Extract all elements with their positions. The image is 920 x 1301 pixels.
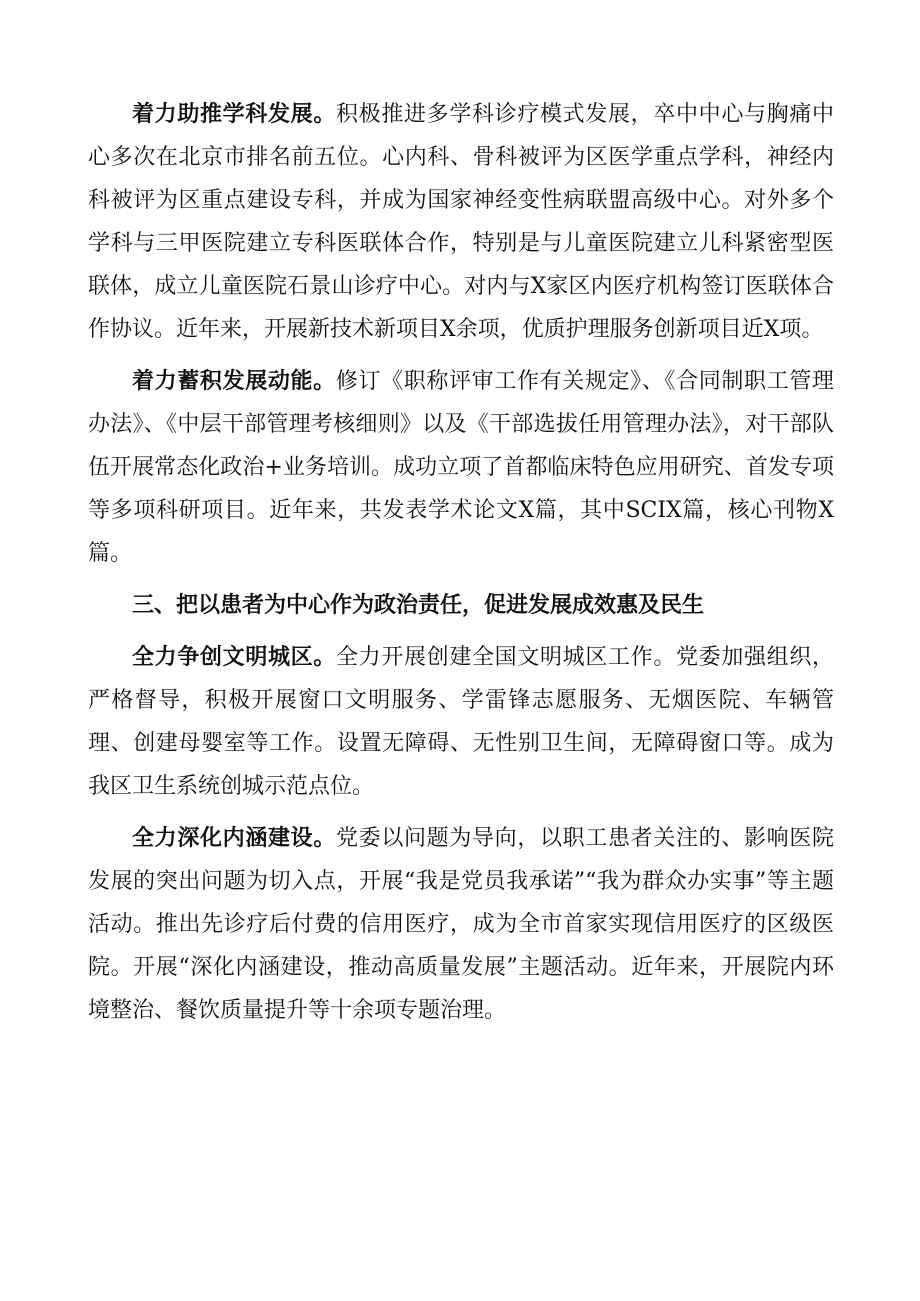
- paragraph-discipline-development: [88, 93, 834, 351]
- paragraph-lead: 着力蓄积发展动能。: [132, 369, 336, 394]
- paragraph-text: 积极推进多学科诊疗模式发展，卒中中心与胸痛中心多次在北京市排名前五位。心内科、骨科被评为区医学重点学科，神经内科被评为区重点建设专科，并成为国家神经变性病联盟高级中心。对外多个学科与三甲医院建立专科医联体合作，特别是与儿童医院建立儿科紧密型医联体，成立儿童医院石景山诊疗中心。对内与X家区内医疗机构签订医联体合作协议。近年来，开展新技术新项目X余项，优质护理服务创新项目近X项。: [88, 102, 834, 342]
- paragraph-lead: 全力争创文明城区。: [132, 645, 336, 670]
- paragraph-text: 全力开展创建全国文明城区工作。党委加强组织，严格督导，积极开展窗口文明服务、学雷锋志愿服务、无烟医院、车辆管理、创建母婴室等工作。设置无障碍、无性别卫生间，无障碍窗口等。成为我区卫生系统创城示范点位。: [88, 645, 834, 799]
- paragraph-lead: 着力助推学科发展。: [132, 102, 336, 127]
- paragraph-development-momentum: [88, 360, 834, 575]
- section-heading: 三、把以患者为中心作为政治责任，促进发展成效惠及民生: [132, 593, 705, 618]
- paragraph-text: 修订《职称评审工作有关规定》、《合同制职工管理办法》、《中层干部管理考核细则》以及《干部选拔任用管理办法》，对干部队伍开展常态化政治+业务培训。成功立项了首都临床特色应用研究、首发专项等多项科研项目。近年来，共发表学术论文X篇，其中SCIX篇，核心刊物X篇。: [88, 369, 834, 566]
- document-body: [88, 93, 834, 1041]
- paragraph-civilized-district: [88, 636, 834, 808]
- paragraph-lead: 全力深化内涵建设。: [132, 826, 336, 851]
- paragraph-text: 党委以问题为导向，以职工患者关注的、影响医院发展的突出问题为切入点，开展“我是党员我承诺”“我为群众办实事”等主题活动。推出先诊疗后付费的信用医疗，成为全市首家实现信用医疗的区级医院。开展“深化内涵建设，推动高质量发展”主题活动。近年来，开展院内环境整治、餐饮质量提升等十余项专题治理。: [88, 826, 834, 1023]
- paragraph-connotation-building: [88, 817, 834, 1032]
